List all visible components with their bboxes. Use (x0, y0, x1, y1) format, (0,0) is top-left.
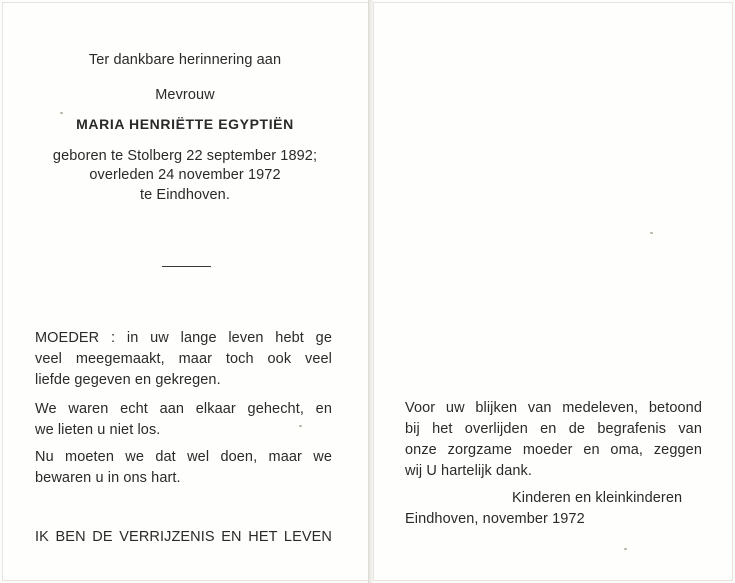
birth-line: geboren te Stolberg 22 september 1892; (52, 148, 318, 164)
poem-line-2: veel meegemaakt, maar toch ook veel (35, 351, 332, 367)
poem-line-5: we lieten u niet los. (35, 422, 161, 438)
deceased-name: MARIA HENRIËTTE EGYPTIËN (76, 116, 294, 132)
paper-speck (624, 548, 627, 550)
thanks-line-4: wij U hartelijk dank. (405, 463, 533, 479)
poem-line-4: We waren echt aan elkaar gehecht, en (35, 401, 332, 417)
poem-line-6: Nu moeten we dat wel doen, maar we (35, 449, 332, 465)
intro-text: Ter dankbare herinnering aan (88, 52, 282, 68)
poem-line-1: MOEDER : in uw lange leven hebt ge (35, 330, 332, 346)
divider-rule (162, 266, 211, 267)
death-line: overleden 24 november 1972 (89, 167, 281, 183)
closing-verse: IK BEN DE VERRIJZENIS EN HET LEVEN (35, 529, 332, 545)
signature-line: Kinderen en kleinkinderen (512, 490, 683, 506)
thanks-line-1: Voor uw blijken van medeleven, betoond (405, 400, 702, 416)
place-line: te Eindhoven. (140, 187, 230, 203)
poem-line-3: liefde gegeven en gekregen. (35, 372, 221, 388)
thanks-line-2: bij het overlijden en de begrafenis van (405, 421, 702, 437)
poem-line-7: bewaren u in ons hart. (35, 470, 181, 486)
paper-speck (60, 112, 63, 114)
paper-speck (299, 425, 302, 427)
place-date-line: Eindhoven, november 1972 (405, 511, 585, 527)
thanks-line-3: onze zorgzame moeder en oma, zeggen (405, 442, 702, 458)
paper-speck (650, 232, 653, 234)
salutation: Mevrouw (155, 87, 215, 103)
